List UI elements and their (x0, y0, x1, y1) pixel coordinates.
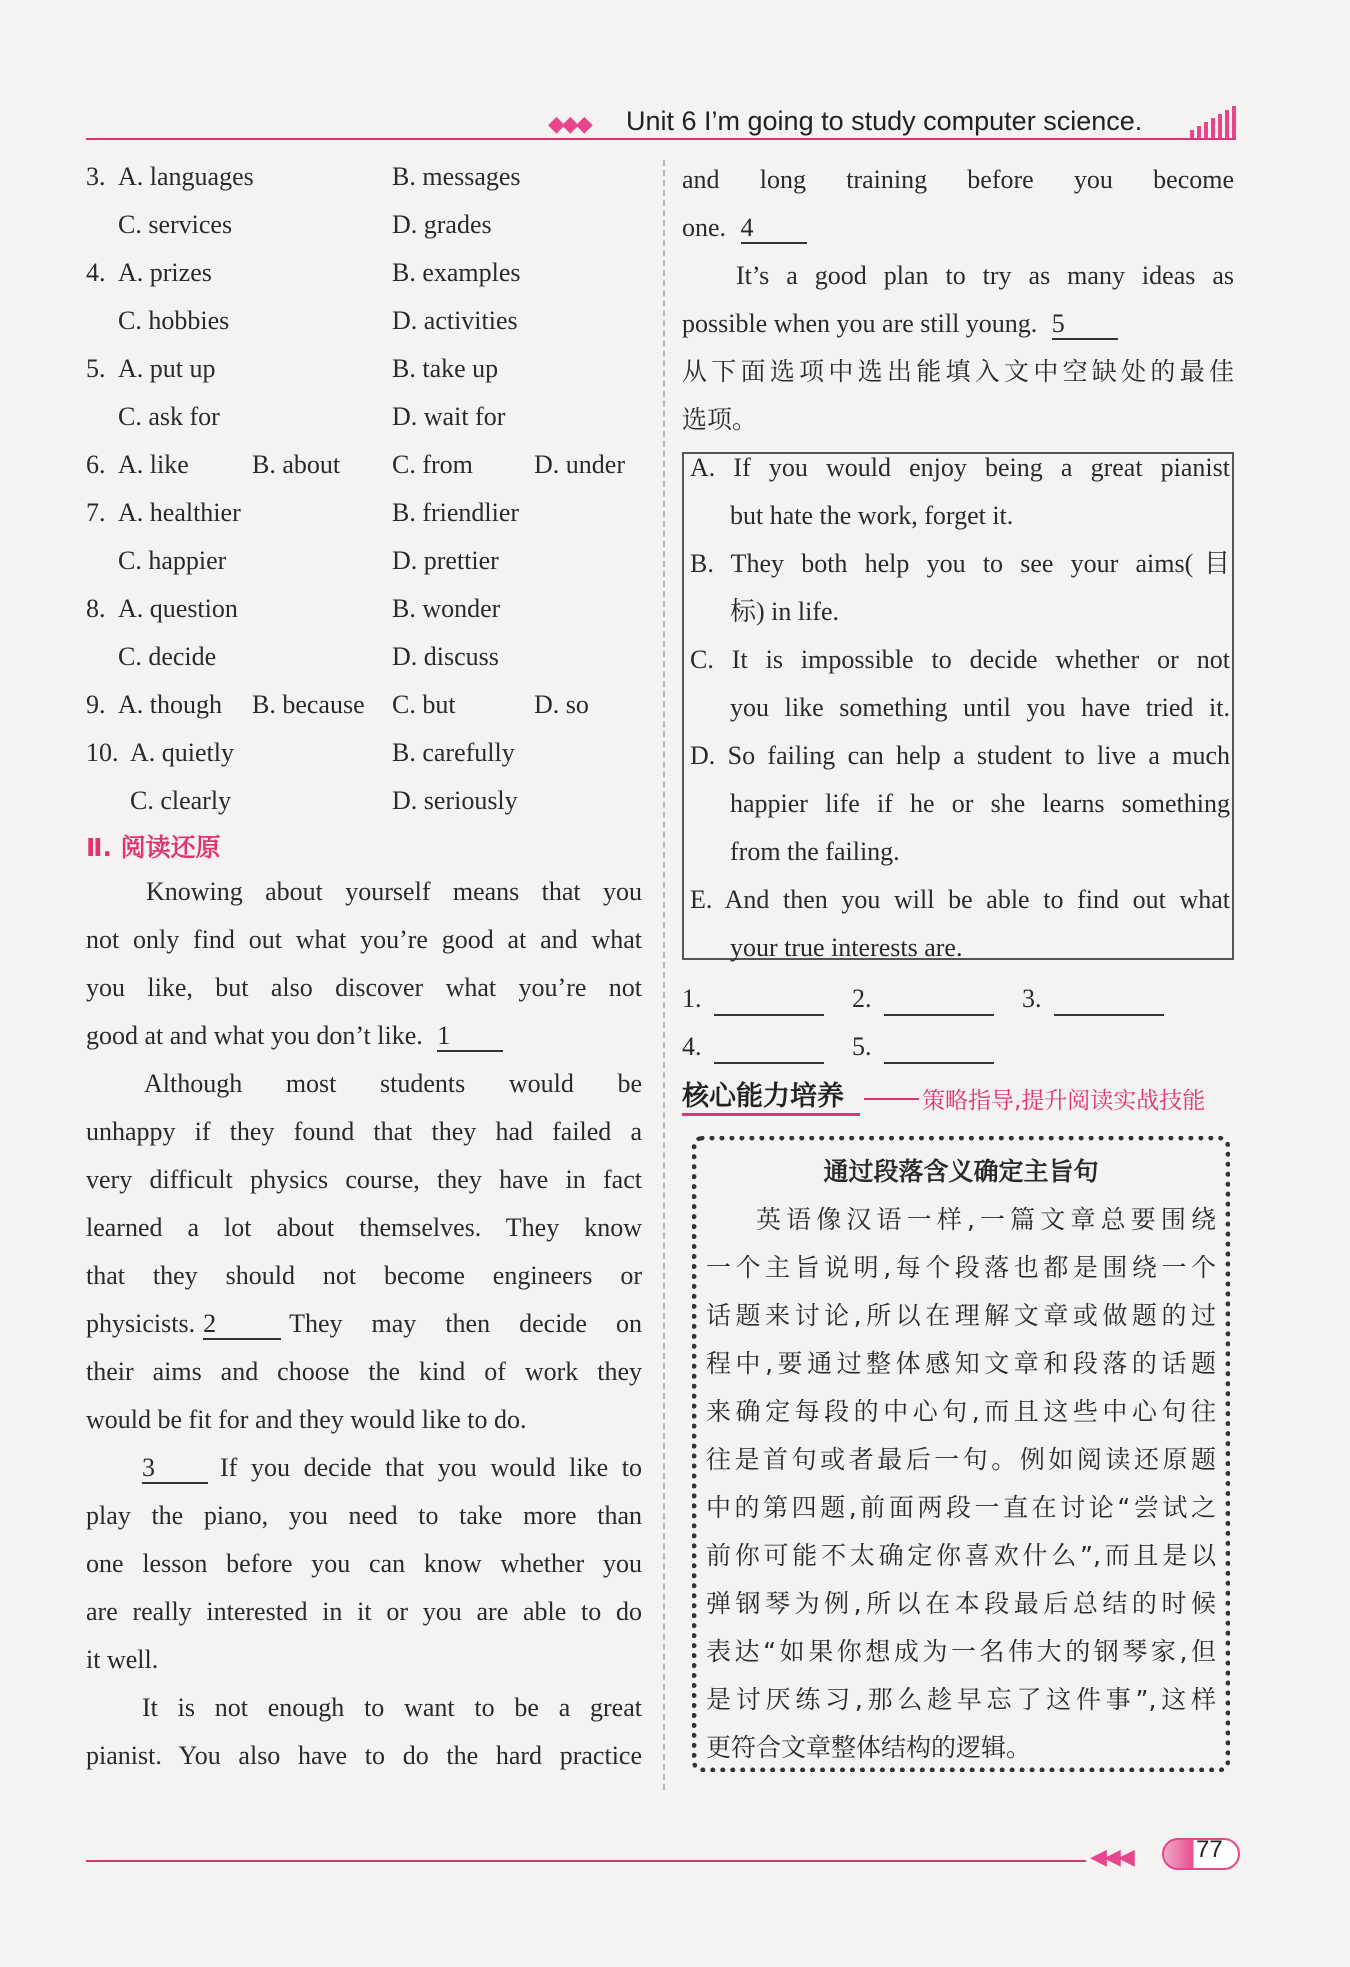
question-number: 10. (86, 738, 119, 767)
answer-line-3[interactable] (1054, 988, 1164, 1016)
passage-text: good at and what you don’t like. (86, 1021, 423, 1050)
passage-line: unhappy if they found that they had failed a (86, 1117, 642, 1146)
tip-line: 一个主旨说明,每个段落也都是围绕一个 (706, 1253, 1216, 1282)
passage-text: If you decide that you would like to (220, 1453, 642, 1482)
option-b: B. examples (392, 258, 521, 287)
option-a: A. put up (118, 354, 216, 383)
passage-line: that they should not become engineers or (86, 1261, 642, 1290)
option-c: C. ask for (118, 402, 220, 431)
option-a: A. prizes (118, 258, 212, 287)
tip-line: 前你可能不太确定你喜欢什么”,而且是以 (706, 1541, 1216, 1570)
tip-line: 是讨厌练习,那么趁早忘了这件事”,这样 (706, 1685, 1216, 1714)
passage-paragraph-2 (86, 1060, 642, 1444)
passage-line (86, 1012, 642, 1060)
answer-line-1[interactable] (714, 988, 824, 1016)
tip-line: 中的第四题,前面两段一直在讨论“尝试之 (706, 1493, 1216, 1522)
answer-label: 2. (852, 984, 872, 1013)
tip-line: 来确定每段的中心句,而且这些中心句往 (706, 1397, 1216, 1426)
passage-line: you like, but also discover what you’re not (86, 973, 642, 1002)
answer-label: 1. (682, 984, 702, 1013)
option-c: C. from (392, 450, 473, 479)
option-line: your true interests are. (730, 933, 963, 962)
option-c: C. but (392, 690, 456, 719)
answer-label: 5. (852, 1032, 872, 1061)
option-d: D. seriously (392, 786, 518, 815)
passage-line: would be fit for and they would like to do. (86, 1405, 527, 1434)
page-number: 77 (1196, 1836, 1223, 1863)
passage-line: are really interested in it or you are able to do (86, 1597, 642, 1626)
passage-continuation (682, 156, 1234, 348)
option-d: D. discuss (392, 642, 499, 671)
option-a: A. like (118, 450, 189, 479)
option-line: B. They both help you to see your aims(目 (690, 549, 1230, 578)
passage-line: very difficult physics course, they have in fact (86, 1165, 642, 1194)
option-a: A. though (118, 690, 222, 719)
answer-line-4[interactable] (714, 1036, 824, 1064)
option-b: B. take up (392, 354, 499, 383)
passage-line (682, 300, 1234, 348)
option-line: 标) in life. (730, 597, 840, 626)
footer-rule (86, 1860, 1086, 1862)
tip-line: 更符合文章整体结构的逻辑。 (706, 1733, 1032, 1762)
passage-text: possible when you are still young. (682, 309, 1038, 338)
footer-arrow-icons: ◀◀◀ (1090, 1845, 1132, 1870)
option-b: B. because (252, 690, 365, 719)
passage-line: and long training before you become (682, 165, 1234, 194)
option-line: A. If you would enjoy being a great pianist (690, 453, 1230, 482)
option-line: you like something until you have tried it. (730, 693, 1230, 722)
option-a: A. healthier (118, 498, 241, 527)
question-number: 6. (86, 450, 106, 479)
passage-line (682, 204, 1234, 252)
question-number: 7. (86, 498, 106, 527)
option-c: C. services (118, 210, 233, 239)
core-section-title: 核心能力培养 (682, 1081, 844, 1112)
answer-label: 4. (682, 1032, 702, 1061)
passage-text: physicists. (86, 1309, 196, 1338)
option-a: A. question (118, 594, 238, 623)
answer-line-5[interactable] (884, 1036, 994, 1064)
option-d: D. under (534, 450, 625, 479)
header-bars-icon (1188, 106, 1238, 140)
passage-line: Although most students would be (144, 1069, 642, 1098)
answer-line-2[interactable] (884, 988, 994, 1016)
tip-line: 英语像汉语一样,一篇文章总要围绕 (756, 1205, 1216, 1234)
passage-line: their aims and choose the kind of work they (86, 1357, 642, 1386)
tip-line: 往是首句或者最后一句。例如阅读还原题 (706, 1445, 1216, 1474)
option-line: from the failing. (730, 837, 900, 866)
question-number: 9. (86, 690, 106, 719)
passage-text: They may then decide on (289, 1309, 642, 1338)
passage-line: play the piano, you need to take more than (86, 1501, 642, 1530)
answer-label: 3. (1022, 984, 1042, 1013)
instruction-line: 选项。 (682, 405, 758, 434)
passage-line: It is not enough to want to be a great (142, 1693, 642, 1722)
answer-blank-2[interactable]: 2 (203, 1310, 281, 1340)
option-c: C. decide (118, 642, 217, 671)
question-number: 4. (86, 258, 106, 287)
passage-line (86, 1300, 642, 1348)
option-c: C. hobbies (118, 306, 230, 335)
tip-line: 话题来讨论,所以在理解文章或做题的过 (706, 1301, 1216, 1330)
tip-body (706, 1196, 1216, 1772)
option-a: A. quietly (130, 738, 234, 767)
option-line: C. It is impossible to decide whether or not (690, 645, 1230, 674)
option-d: D. activities (392, 306, 518, 335)
option-b: B. about (252, 450, 341, 479)
section-title: Ⅱ. 阅读还原 (86, 833, 221, 862)
option-line: D. So failing can help a student to live a much (690, 741, 1230, 770)
option-b: B. carefully (392, 738, 515, 767)
passage-line: Knowing about yourself means that you (146, 877, 642, 906)
option-b: B. wonder (392, 594, 501, 623)
passage-line (86, 1444, 642, 1492)
answer-blank-3[interactable]: 3 (142, 1454, 208, 1484)
tip-line: 弹钢琴为例,所以在本段最后总结的时候 (706, 1589, 1216, 1618)
option-line: but hate the work, forget it. (730, 501, 1014, 530)
passage-text: one. (682, 213, 727, 242)
core-title-underline (682, 1113, 860, 1116)
option-line: happier life if he or she learns something (730, 789, 1230, 818)
answer-blank-1[interactable]: 1 (437, 1022, 503, 1052)
tip-title: 通过段落含义确定主旨句 (823, 1157, 1099, 1186)
option-c: C. clearly (130, 786, 232, 815)
header-rule (86, 138, 1236, 140)
instruction (682, 348, 1234, 444)
passage-line: not only find out what you’re good at and what (86, 925, 642, 954)
tip-line: 表达“如果你想成为一名伟大的钢琴家,但 (706, 1637, 1216, 1666)
core-dash (864, 1098, 919, 1100)
passage-line: pianist. You also have to do the hard practice (86, 1741, 642, 1770)
option-d: D. grades (392, 210, 492, 239)
passage-paragraph-4 (86, 1684, 642, 1780)
option-line: E. And then you will be able to find out what (690, 885, 1230, 914)
option-d: D. so (534, 690, 589, 719)
passage-paragraph-3 (86, 1444, 642, 1684)
instruction-line: 从下面选项中选出能填入文中空缺处的最佳 (682, 357, 1234, 386)
option-d: D. wait for (392, 402, 506, 431)
passage-line: it well. (86, 1645, 159, 1674)
option-a: A. languages (118, 162, 254, 191)
column-divider (663, 160, 665, 1790)
answer-blank-4[interactable]: 4 (741, 214, 807, 244)
tip-line: 程中,要通过整体感知文章和段落的话题 (706, 1349, 1216, 1378)
answer-blank-5[interactable]: 5 (1052, 310, 1118, 340)
question-number: 8. (86, 594, 106, 623)
passage-line: one lesson before you can know whether you (86, 1549, 642, 1578)
unit-title: Unit 6 I’m going to study computer science. (626, 106, 1143, 136)
passage-line: It’s a good plan to try as many ideas as (736, 261, 1234, 290)
passage-paragraph-1 (86, 868, 642, 1060)
option-b: B. messages (392, 162, 521, 191)
header-diamond-icons: ◆◆◆ (548, 112, 590, 137)
question-number: 5. (86, 354, 106, 383)
option-b: B. friendlier (392, 498, 520, 527)
core-section-subtitle: 策略指导,提升阅读实战技能 (922, 1088, 1206, 1114)
question-number: 3. (86, 162, 106, 191)
option-d: D. prettier (392, 546, 499, 575)
passage-line: learned a lot about themselves. They know (86, 1213, 642, 1242)
options-list (690, 444, 1230, 972)
option-c: C. happier (118, 546, 227, 575)
